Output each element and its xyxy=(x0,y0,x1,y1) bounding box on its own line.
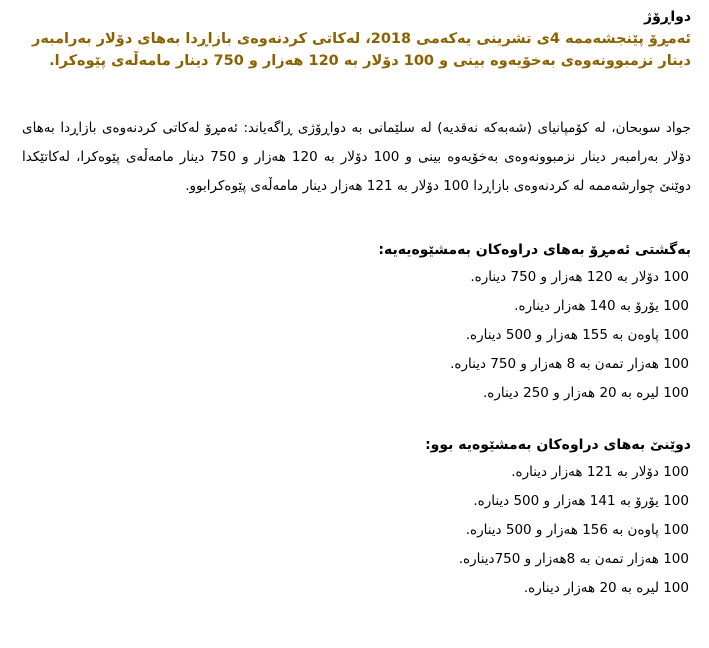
list-item: 100 یۆرۆ بە 140 هەزار دیناره. xyxy=(514,298,689,314)
today-rates-title: بەگشتی ئەمڕۆ بەهای دراوەکان بەمشێوەیەیە: xyxy=(378,242,691,258)
article-headline: ئەمڕۆ پێنجشەممە 4ی تشرینی یەکەمی 2018، لەکاتی کردنەوەی بازاڕدا بەهای دۆلار بەرامبەر دینار نزمبوونەوەی بەخۆیەوە بینی و 100 دۆلار بە 120 هەزار و 750 دینار مامەڵەی پێوەکرا. xyxy=(32,31,691,69)
source-label: دواڕۆژ xyxy=(644,9,691,25)
yesterday-rates-title: دوێنێ بەهای دراوەکان بەمشێوەیە بوو: xyxy=(425,437,691,453)
list-item: 100 پاوەن بە 155 هەزار و 500 دیناره. xyxy=(465,327,689,343)
today-rates-list xyxy=(22,263,691,408)
article-body: جواد سوبحان، لە کۆمپانیای (شەبەکە نەقدیە) لە سلێمانی بە دواڕۆژی ڕاگەیاند: ئەمڕۆ لەکاتی کردنەوەی بازاڕدا بەهای دۆلار بەرامبەر دینار نزمبوونەوەی بەخۆیەوە بینی و 100 دۆلار بە 120 هەزار و 750 دینار مامەڵەی پێوەکرا، لەکاتێکدا دوێنێ چوارشەممە لە کردنەوەی بازاڕدا 100 دۆلار بە 121 هەزار دینار مامەڵەی پێوەکرابوو. xyxy=(22,120,692,194)
list-item: 100 لیرە بە 20 هەزار دیناره. xyxy=(523,580,689,596)
yesterday-rates-list xyxy=(22,458,691,603)
list-item: 100 هەزار تمەن بە 8هەزار و 750دیناره. xyxy=(458,551,689,567)
list-item: 100 پاوەن بە 156 هەزار و 500 دیناره. xyxy=(465,522,689,538)
list-item: 100 دۆلار بە 120 هەزار و 750 دیناره. xyxy=(470,269,689,285)
list-item: 100 یۆرۆ بە 141 هەزار و 500 دیناره. xyxy=(473,493,689,509)
list-item: 100 لیرە بە 20 هەزار و 250 دیناره. xyxy=(482,385,689,401)
list-item: 100 هەزار تمەن بە 8 هەزار و 750 دیناره. xyxy=(450,356,689,372)
list-item: 100 دۆلار بە 121 هەزار دیناره. xyxy=(511,464,689,480)
